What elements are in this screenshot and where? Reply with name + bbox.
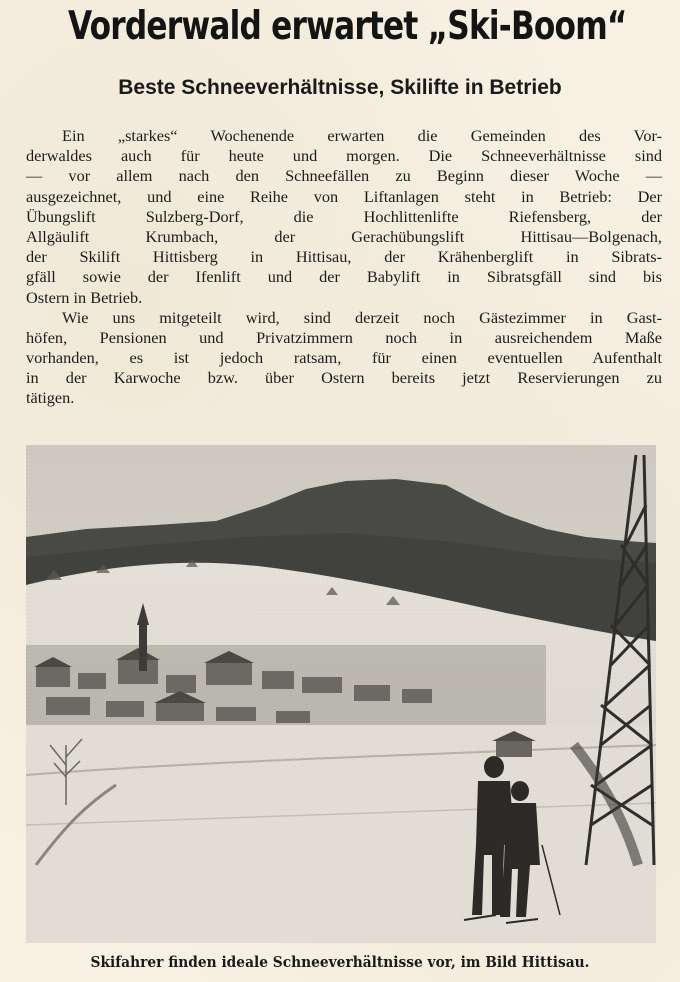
body-line: Allgäulift Krumbach, der Gerachübungslift Hittisau—Bolgenach, — [26, 226, 662, 246]
body-line: der Skilift Hittisberg in Hittisau, der Krähenberglift in Sibrats- — [26, 247, 662, 267]
body-line: vorhanden, es ist jedoch ratsam, für einen eventuellen Aufenthalt — [26, 348, 662, 368]
article-body — [26, 126, 662, 409]
photo-caption: Skifahrer finden ideale Schneeverhältnisse vor, im Bild Hittisau. — [90, 954, 590, 971]
winter-landscape-photo — [26, 445, 656, 943]
body-line: Übungslift Sulzberg-Dorf, die Hochlittenlifte Riefensberg, der — [26, 206, 662, 226]
body-line: tätigen. — [26, 388, 75, 408]
body-line: — vor allem nach den Schneefällen zu Beginn dieser Woche — — [26, 166, 662, 186]
body-line: derwaldes auch für heute und morgen. Die Schneeverhältnisse sind — [26, 146, 662, 166]
body-line: ausgezeichnet, und eine Reihe von Liftanlagen steht in Betrieb: Der — [26, 186, 662, 206]
subheadline: Beste Schneeverhältnisse, Skilifte in Betrieb — [118, 76, 562, 99]
body-line: gfäll sowie der Ifenlift und der Babylift in Sibratsgfäll sind bis — [26, 267, 662, 287]
headline: Vorderwald erwartet „Ski-Boom“ — [68, 4, 627, 49]
body-line: höfen, Pensionen und Privatzimmern noch in ausreichendem Maße — [26, 327, 662, 347]
body-line: Ostern in Betrieb. — [26, 287, 143, 307]
body-line: Ein „starkes“ Wochenende erwarten die Gemeinden des Vor- — [62, 126, 662, 145]
body-line: Wie uns mitgeteilt wird, sind derzeit noch Gästezimmer in Gast- — [62, 307, 662, 327]
body-line: in der Karwoche bzw. über Ostern bereits jetzt Reservierungen zu — [26, 368, 662, 388]
